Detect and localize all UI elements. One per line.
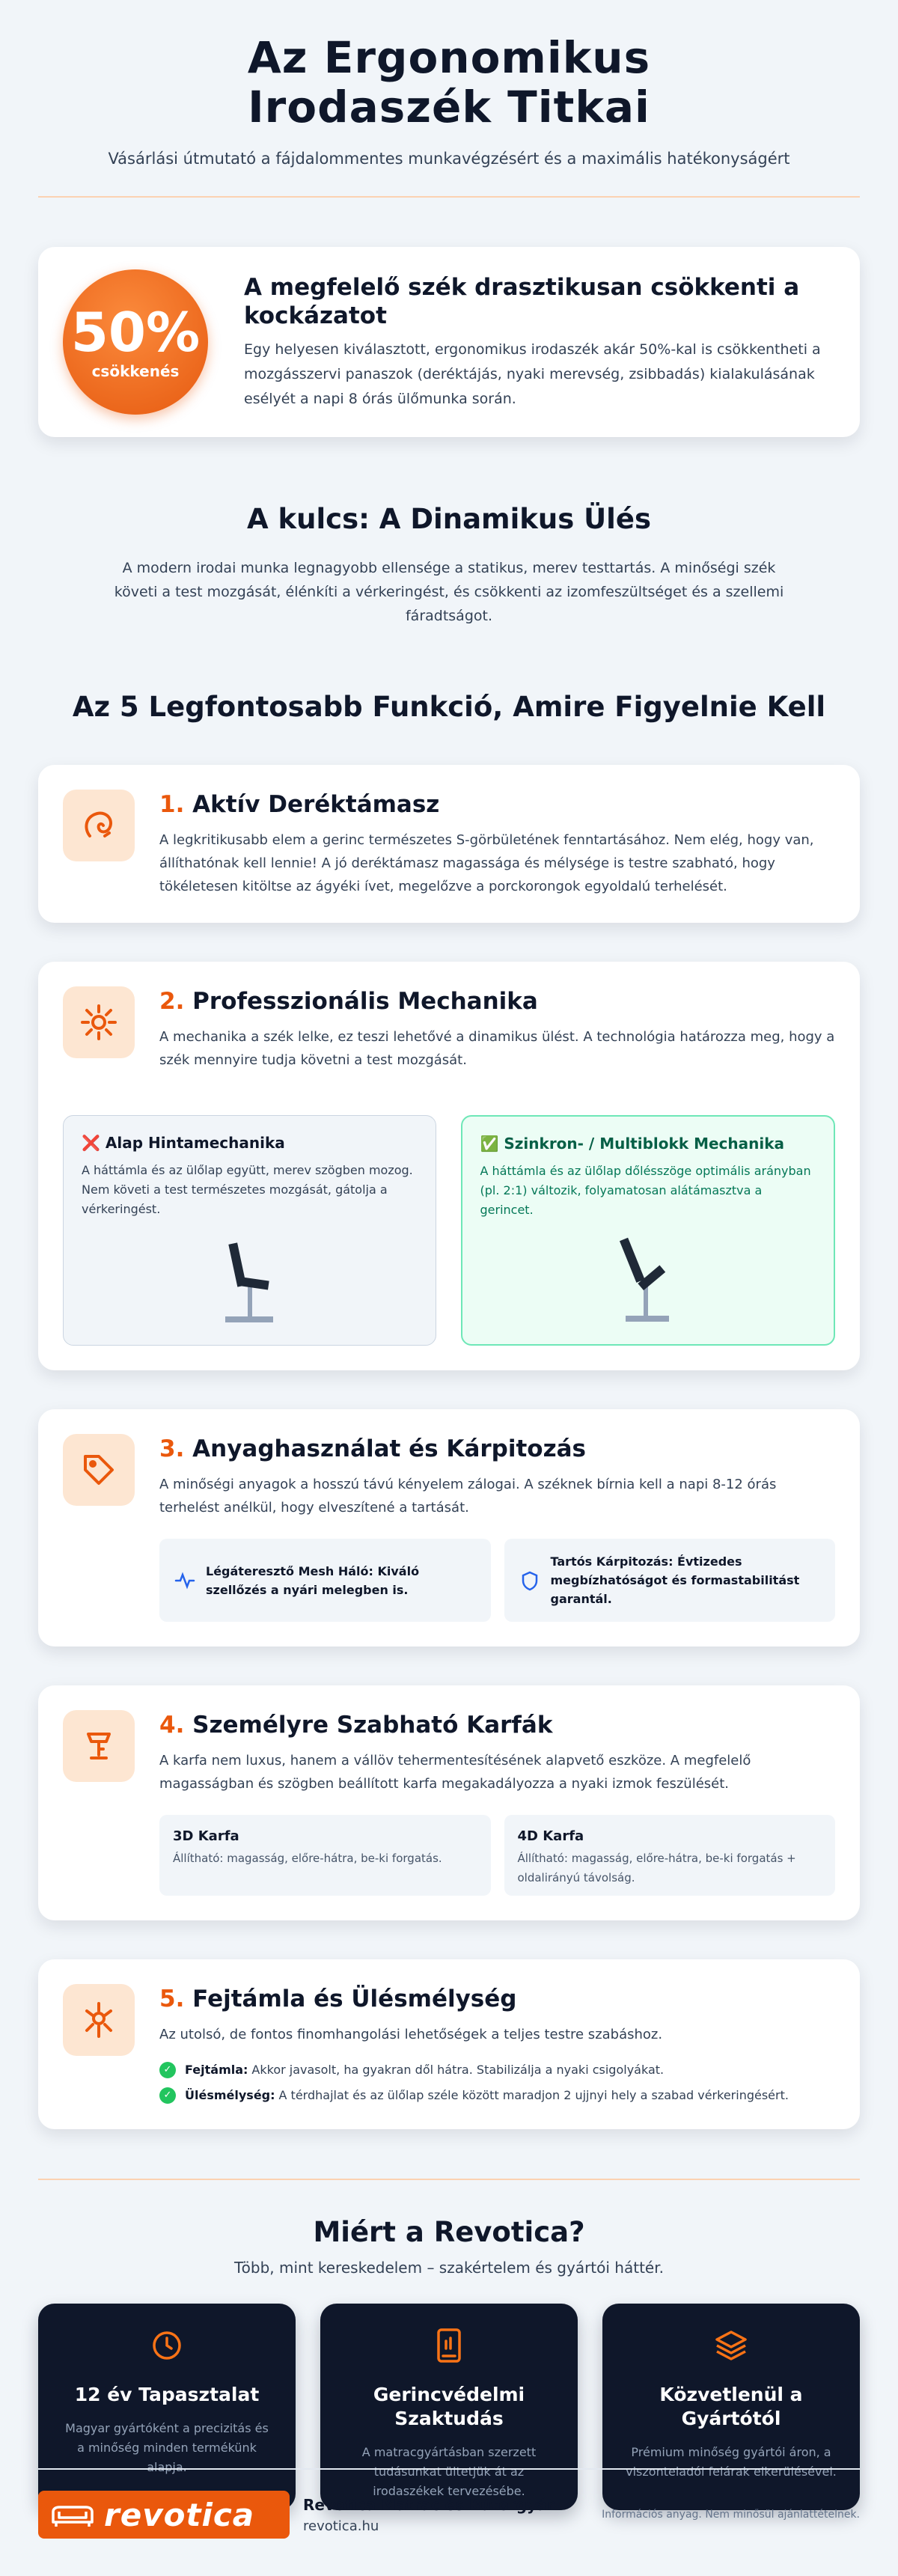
feature-number: 5.: [159, 1986, 185, 2012]
armrest-3d-text: Állítható: magasság, előre-hátra, be-ki forgatás.: [173, 1852, 442, 1865]
disclaimer: Információs anyag. Nem minősül ajánlattételnek.: [602, 2509, 860, 2521]
divider: [38, 196, 860, 198]
basic-mechanism-title: Alap Hintamechanika: [105, 1134, 285, 1152]
mesh-box: [159, 1539, 491, 1622]
brand-logo[interactable]: [38, 2491, 290, 2539]
feature-title: Professzionális Mechanika: [192, 988, 538, 1015]
basic-mechanism-box: [63, 1115, 436, 1346]
why-card-title: Gerincvédelmi Szaktudás: [373, 2384, 525, 2429]
synchro-mechanism-box: [461, 1115, 836, 1346]
upholstery-text: Tartós Kárpitozás: Évtizedes megbízhatóságot és formastabilitást garantál.: [550, 1554, 800, 1606]
armrest-4d-box: [504, 1815, 836, 1896]
check-icon: ✅: [480, 1135, 499, 1153]
list-item: [159, 2061, 835, 2079]
key-section: [38, 503, 860, 628]
page-title: Az Ergonomikus Irodaszék Titkai: [247, 32, 651, 132]
sofa-icon: [49, 2500, 97, 2530]
why-subtitle: Több, mint kereskedelem – szakértelem és gyártói háttér.: [234, 2259, 664, 2277]
footer: [38, 2468, 860, 2539]
feature-text: A karfa nem luxus, hanem a vállöv tehermentesítésének alapvető eszköze. A megfelelő magasságban és szögben beállított karfa megakadályozza a nyaki izmok feszülését.: [159, 1753, 751, 1792]
armrest-3d-box: [159, 1815, 491, 1896]
clock-icon: [61, 2325, 273, 2366]
rigid-chair-icon: [219, 1242, 279, 1324]
divider: [38, 2179, 860, 2180]
check-icon: ✓: [159, 2087, 176, 2104]
why-card-title: Közvetlenül a Gyártótól: [659, 2384, 803, 2429]
feature-title: Személyre Szabható Karfák: [192, 1712, 553, 1739]
armrest-4d-text: Állítható: magasság, előre-hátra, be-ki forgatás + oldalirányú távolság.: [517, 1852, 796, 1884]
check-label: Fejtámla:: [185, 2063, 248, 2077]
why-card-text: Prémium minőség gyártói áron, a viszonteladói felárak elkerülésével.: [626, 2445, 837, 2479]
armrest-icon: [63, 1710, 135, 1782]
armrest-4d-title: 4D Karfa: [517, 1828, 584, 1844]
layers-icon: [625, 2325, 837, 2366]
lumbar-icon: [63, 790, 135, 861]
why-card-text: A matracgyártásban szerzett tudásunkat ültetjük át az irodaszékek tervezésébe.: [361, 2445, 537, 2498]
stat-heading: A megfelelő szék drasztikusan csökkenti a kockázatot: [244, 273, 800, 329]
synchro-chair-icon: [618, 1236, 678, 1323]
header: [38, 0, 860, 168]
why-section: [38, 2216, 860, 2510]
feature-text: Az utolsó, de fontos finomhangolási lehetőségek a teljes testre szabáshoz.: [159, 2027, 663, 2042]
feature-number: 2.: [159, 988, 185, 1015]
stat-card: [38, 247, 860, 437]
feature-card-2: [38, 962, 860, 1370]
key-title: A kulcs: A Dinamikus Ülés: [247, 503, 651, 535]
synchro-mechanism-title: Szinkron- / Multiblokk Mechanika: [504, 1135, 785, 1153]
feature-title: Anyaghasználat és Kárpitozás: [192, 1435, 587, 1462]
feature-card-3: [38, 1409, 860, 1646]
upholstery-box: [504, 1539, 836, 1622]
feature-title: Aktív Deréktámasz: [192, 791, 440, 818]
website-link[interactable]: revotica.hu: [303, 2518, 379, 2534]
check-text: A térdhajlat és az ülőlap széle között maradjon 2 ujjnyi hely a szabad vérkeringésért.: [278, 2088, 789, 2102]
feature-number: 4.: [159, 1712, 185, 1739]
check-label: Ülésmélység:: [185, 2088, 275, 2102]
feature-card-1: [38, 765, 860, 923]
feature-number: 3.: [159, 1435, 185, 1462]
feature-card-4: [38, 1685, 860, 1920]
key-text: A modern irodai munka legnagyobb ellensége a statikus, merev testtartás. A minőségi szék követi a test mozgását, élénkíti a vérkeringést, és csökkenti az izomfeszültséget és a szellemi fáradtságot.: [114, 560, 784, 624]
body-icon: [63, 1984, 135, 2056]
stat-label: csökkenés: [91, 362, 180, 380]
sun-gear-icon: [63, 986, 135, 1058]
pulse-icon: [173, 1570, 197, 1591]
armrest-3d-title: 3D Karfa: [173, 1828, 239, 1844]
company-name: Revotica Matrac és Bútorgyár: [303, 2495, 555, 2514]
stat-text: Egy helyesen kiválasztott, ergonomikus irodaszék akár 50%-kal is csökkentheti a mozgásszervi panaszok (deréktájás, nyaki merevség, zsibbadás) kialakulásának esélyét a napi 8 órás ülőmunka során.: [244, 341, 821, 407]
features-title: Az 5 Legfontosabb Funkció, Amire Figyelnie Kell: [72, 691, 826, 723]
shield-icon: [518, 1570, 542, 1591]
page-subtitle: Vásárlási útmutató a fájdalommentes munkavégzésért és a maximális hatékonyságért: [108, 150, 790, 168]
feature-text: A legkritikusabb elem a gerinc természetes S-görbületének fenntartásához. Nem elég, hogy van, állíthatónak kell lennie! A jó deréktámasz magassága és mélysége is testre szabható, hogy tökéletesen kitöltse az ágyéki ívet, megelőzve a porckorongok egyoldalú terhelését.: [159, 832, 814, 894]
mesh-text: Légáteresztő Mesh Háló: Kiváló szellőzés a nyári melegben is.: [206, 1563, 420, 1597]
basic-mechanism-text: A háttámla és az ülőlap együtt, merev szögben mozog. Nem követi a test természetes mozgását, gátolja a vérkeringést.: [82, 1163, 413, 1216]
tablet-icon: [343, 2325, 555, 2366]
feature-title: Fejtámla és Ülésmélység: [192, 1986, 517, 2012]
list-item: [159, 2087, 835, 2105]
check-icon: ✓: [159, 2062, 176, 2078]
tag-icon: [63, 1434, 135, 1506]
stat-value: 50%: [70, 301, 201, 364]
check-list: [159, 2061, 835, 2105]
why-title: Miért a Revotica?: [313, 2216, 585, 2248]
feature-text: A mechanika a szék lelke, ez teszi lehetővé a dinamikus ülést. A technológia határozza meg, hogy a szék mennyire tudja követni a test mozgását.: [159, 1029, 835, 1068]
why-card-title: 12 év Tapasztalat: [74, 2384, 260, 2405]
synchro-mechanism-text: A háttámla és az ülőlap dőlésszöge optimális arányban (pl. 2:1) változik, folyamatosan alátámasztva a gerincet.: [480, 1164, 811, 1217]
feature-number: 1.: [159, 791, 185, 818]
feature-text: A minőségi anyagok a hosszú távú kényelem zálogai. A széknek bírnia kell a napi 8-12 órás terhelést anélkül, hogy elveszítené a tartását.: [159, 1477, 777, 1516]
why-card-text: Magyar gyártóként a precizitás és a minőség minden termékünk alapja.: [65, 2421, 269, 2474]
check-text: Akkor javasolt, ha gyakran dől hátra. Stabilizálja a nyaki csigolyákat.: [251, 2063, 665, 2077]
stat-badge: [63, 269, 208, 415]
logo-text: revotica: [104, 2496, 255, 2533]
cross-icon: ❌: [82, 1134, 100, 1152]
feature-card-5: [38, 1959, 860, 2129]
